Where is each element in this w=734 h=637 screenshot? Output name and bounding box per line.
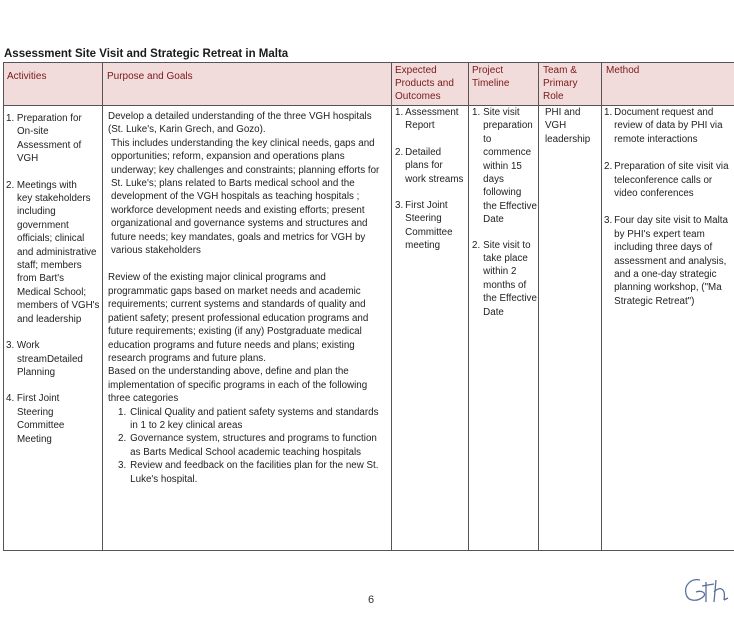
list-text: Document request and review of data by PHI via remote interactions: [614, 107, 723, 145]
activities-cell: [6, 112, 100, 446]
product-item: [395, 146, 466, 186]
list-number: 2.: [118, 433, 127, 445]
list-text: Clinical Quality and patient safety systems and standards in 1 to 2 key clinical areas: [130, 406, 379, 431]
activity-text: Meetings with: [16, 179, 77, 191]
column-divider: [3, 62, 4, 550]
activity-text: On-site Assessment of VGH: [17, 126, 82, 165]
list-text: Governance system, structures and programs to function as Barts Medical School academic teaching hospitals: [130, 433, 377, 458]
header-products: Expected Products and Outcomes: [395, 65, 454, 102]
activity-number: 4.: [6, 393, 15, 405]
purpose-cell: [108, 110, 388, 486]
column-divider: [468, 62, 469, 550]
activity-text: Preparation for: [16, 113, 82, 124]
activity-number: 3.: [6, 340, 15, 352]
purpose-list: [108, 406, 388, 486]
header-purpose: Purpose and Goals: [107, 71, 193, 82]
list-text: Detailed plans for work streams: [405, 146, 464, 185]
activity-item: [6, 112, 100, 166]
page-number: 6: [368, 594, 375, 606]
purpose-list-item: [118, 406, 388, 433]
list-number: 3.: [395, 200, 404, 212]
activity-item: [6, 339, 100, 379]
purpose-paragraph: Based on the understanding above, define and plan the implementation of specific programs in each of the following three categories: [108, 366, 368, 405]
activity-item: [6, 179, 100, 326]
list-text: Site visit preparation to commence within 15 days following the Effective Date: [483, 107, 537, 226]
activity-text: Work: [16, 340, 40, 352]
method-item: [604, 160, 732, 200]
list-number: 3.: [604, 215, 613, 227]
products-cell: [395, 106, 466, 253]
header-activities: Activities: [7, 71, 47, 82]
purpose-paragraph: Review of the existing major clinical programs and programmatic gaps based on market needs and academic requirements; current systems and standards of quality and patient safety; present professional education programs and future requirements; existing (if any) Postgraduate medical education programs and future needs and plans; existing research programs and future plans.: [108, 272, 369, 364]
list-text: First Joint Steering Committee meeting: [405, 200, 453, 252]
header-timeline: Project Timeline: [472, 65, 510, 89]
purpose-list-item: [118, 432, 388, 459]
handwritten-initials: [680, 572, 734, 612]
table-top-border: [3, 62, 734, 63]
product-item: [395, 199, 466, 253]
purpose-list-item: [118, 459, 388, 486]
list-number: 3.: [118, 460, 127, 472]
document-title: Assessment Site Visit and Strategic Retreat in Malta: [4, 48, 289, 60]
table-bottom-border: [3, 550, 734, 551]
method-item: [604, 106, 732, 146]
column-divider: [538, 62, 539, 550]
list-number: 2.: [604, 161, 613, 173]
list-number: 2.: [395, 146, 404, 158]
list-number: 1.: [395, 107, 404, 118]
list-number: 1.: [604, 107, 613, 118]
activity-number: 1.: [6, 113, 15, 124]
team-cell: PHI and VGH leadership: [545, 107, 591, 145]
list-number: 1.: [118, 406, 127, 418]
purpose-paragraph: Develop a detailed understanding of the three VGH hospitals (St. Luke's, Karin Grech, and Gozo).: [108, 111, 372, 136]
activity-text: First Joint: [16, 393, 60, 405]
list-text: Review and feedback on the facilities plan for the new St. Luke's hospital.: [130, 460, 379, 485]
product-item: [395, 106, 466, 133]
activity-number: 2.: [6, 179, 15, 191]
column-divider: [391, 62, 392, 550]
column-divider: [102, 62, 103, 550]
activity-text: key stakeholders including government officials; clinical and administrative staff; members from Bart's Medical School; members of VGH's and leadership: [17, 193, 100, 325]
activity-text: streamDetailed Planning: [17, 353, 83, 378]
list-number: 1.: [472, 107, 481, 118]
timeline-cell: [472, 106, 537, 319]
method-item: [604, 214, 732, 308]
list-text: Preparation of site visit via teleconference calls or video conferences: [614, 161, 729, 200]
header-team: Team & Primary Role: [543, 65, 578, 102]
list-text: Four day site visit to Malta by PHI's expert team including three days of assessment and analysis, and a one-day strategic planning workshop, ("Ma Strategic Retreat"): [614, 215, 728, 307]
activity-text: Steering Committee Meeting: [17, 406, 65, 445]
list-text: Assessment Report: [405, 107, 459, 132]
activity-item: [6, 392, 100, 446]
timeline-item: [472, 106, 537, 227]
column-divider: [601, 62, 602, 550]
list-number: 2.: [472, 239, 481, 251]
list-text: Site visit to take place within 2 months of the Effective Date: [483, 239, 537, 318]
timeline-item: [472, 239, 537, 319]
header-method: Method: [606, 65, 640, 76]
purpose-paragraph: This includes understanding the key clinical needs, gaps and opportunities; reform, expansion and operations plans underway; key challenges and constraints; planning efforts for St. Luke's; plans related to Barts medical school and the development of the VGH hospitals as teaching hospitals ; workforce development needs and existing efforts; present organizational and governance systems and structures and future needs; key mandates, goals and metrics for VGH by various stakeholders: [111, 137, 380, 257]
method-cell: [604, 106, 732, 308]
